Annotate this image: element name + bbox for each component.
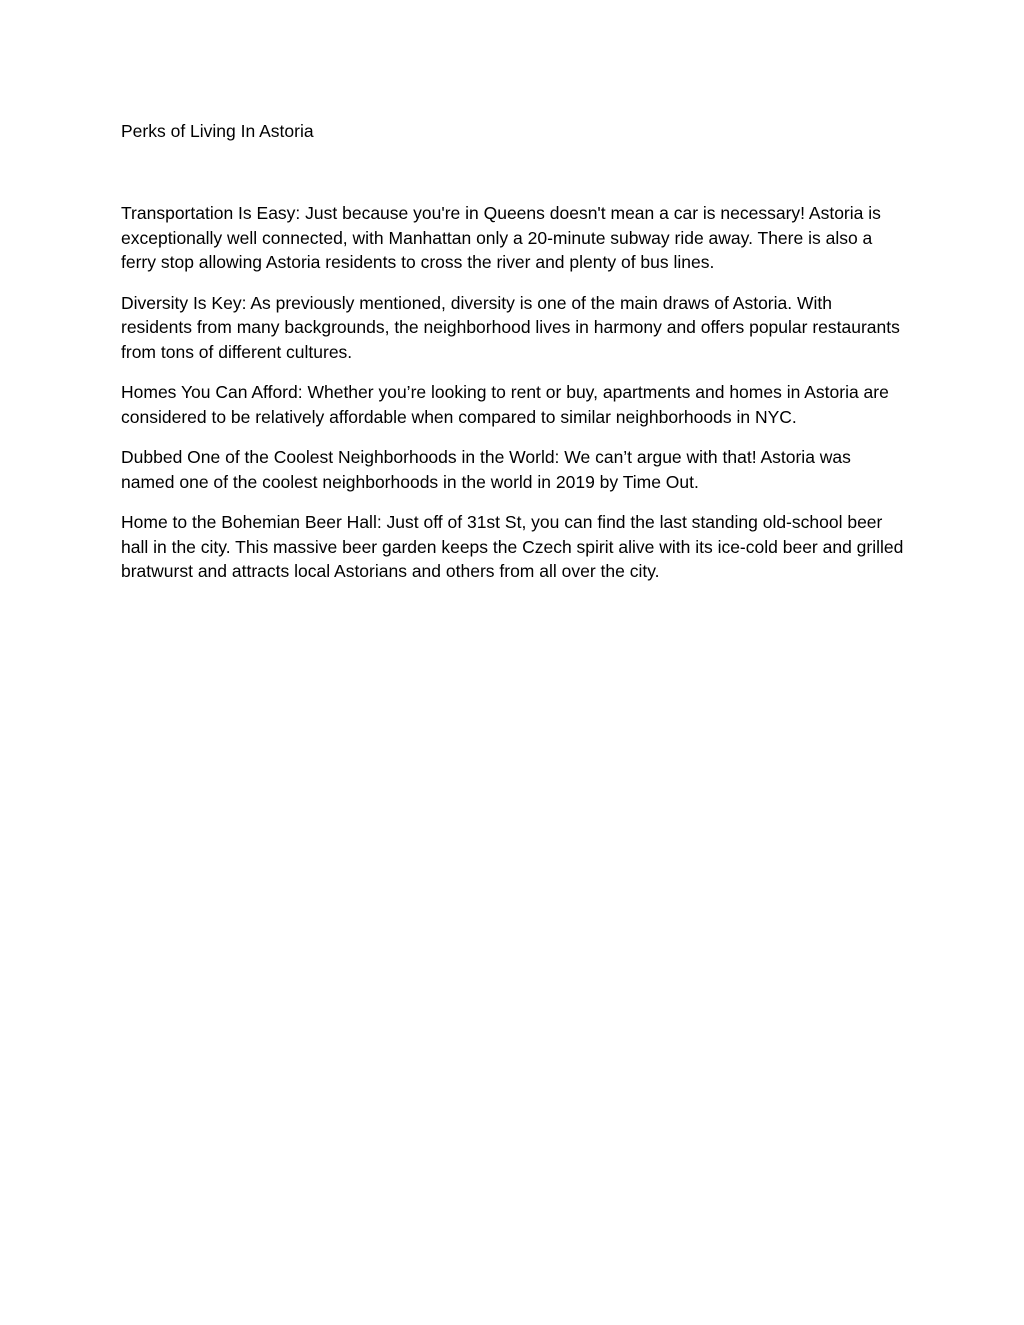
paragraph-coolest-neighborhoods: Dubbed One of the Coolest Neighborhoods in the World: We can’t argue with that! Astoria was named one of the coolest neighborhoods in the world in 2019 by Time Out.: [121, 447, 851, 492]
paragraph-affordable-homes: Homes You Can Afford: Whether you’re looking to rent or buy, apartments and homes in Astoria are considered to be relatively affordable when compared to similar neighborhoods in NYC.: [121, 382, 889, 427]
paragraph-transportation: Transportation Is Easy: Just because you're in Queens doesn't mean a car is necessary! Astoria is exceptionally well connected, with Manhattan only a 20-minute subway ride away. There is also a ferry stop allowing Astoria residents to cross the river and plenty of bus lines.: [121, 203, 881, 272]
paragraph-bohemian-beer-hall: Home to the Bohemian Beer Hall: Just off of 31st St, you can find the last standing old-school beer hall in the city. This massive beer garden keeps the Czech spirit alive with its ice-cold beer and grilled bratwurst and attracts local Astorians and others from all over the city.: [121, 512, 904, 581]
document-body: [121, 201, 906, 584]
document-title: Perks of Living In Astoria: [121, 121, 314, 141]
paragraph-diversity: Diversity Is Key: As previously mentioned, diversity is one of the main draws of Astoria. With residents from many backgrounds, the neighborhood lives in harmony and offers popular restaurants from tons of different cultures.: [121, 292, 900, 362]
document-page: [121, 119, 906, 600]
